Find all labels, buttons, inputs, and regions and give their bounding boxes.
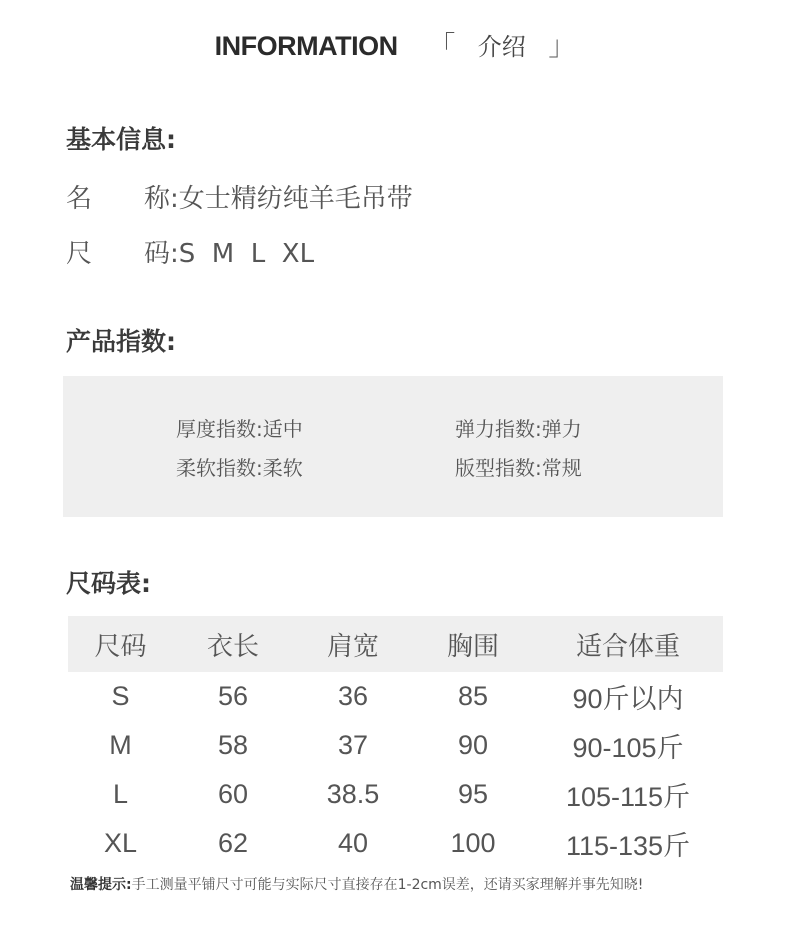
size-chart-title: 尺码表: — [66, 569, 151, 598]
index-fit-value: 常规 — [541, 456, 582, 480]
bracket-close: 」 — [548, 31, 576, 62]
table-cell: 85 — [457, 681, 489, 711]
table-cell: 58 — [217, 730, 249, 760]
product-index-title: 产品指数: — [66, 327, 176, 356]
note-label: 温馨提示: — [70, 877, 132, 893]
info-value-size: S M L XL — [178, 239, 315, 269]
info-row-name — [66, 178, 413, 215]
table-cell: 40 — [337, 828, 369, 858]
table-cell: 62 — [217, 828, 249, 858]
basic-info-title: 基本信息: — [66, 125, 176, 154]
table-cell: 60 — [217, 779, 249, 809]
table-cell: 100 — [450, 828, 496, 858]
info-row-size — [66, 233, 314, 270]
header-title-cn: 介绍 — [477, 33, 526, 61]
table-cell: 90斤以内 — [572, 684, 684, 714]
bracket-open: 「 — [428, 31, 456, 62]
size-table — [68, 616, 723, 868]
table-cell: 56 — [217, 681, 249, 711]
table-cell: XL — [103, 828, 138, 858]
table-cell: 38.5 — [326, 779, 380, 809]
index-thickness-value: 适中 — [262, 417, 303, 441]
weight-col-header: 适合体重 — [533, 616, 723, 672]
info-value-name: 女士精纺纯羊毛吊带 — [178, 184, 413, 214]
index-thickness — [176, 413, 303, 442]
info-label-name: 名 称: — [66, 184, 179, 214]
header-title-en: INFORMATION — [214, 31, 398, 61]
chest-col-header: 胸围 — [413, 616, 533, 672]
size-table-header-row — [68, 616, 723, 672]
shoulder-col-header: 肩宽 — [293, 616, 413, 672]
index-fit-label: 版型指数: — [455, 456, 542, 480]
table-row — [68, 721, 723, 770]
index-elasticity-label: 弹力指数: — [455, 417, 542, 441]
table-cell: 90 — [457, 730, 489, 760]
table-cell: 115-135斤 — [565, 831, 691, 861]
index-elasticity-value: 弹力 — [541, 417, 582, 441]
index-fit — [455, 452, 582, 481]
index-thickness-label: 厚度指数: — [176, 417, 263, 441]
table-cell: M — [109, 730, 132, 760]
product-index-box — [63, 376, 723, 517]
index-softness-label: 柔软指数: — [176, 456, 263, 480]
table-cell: 95 — [457, 779, 489, 809]
index-softness-value: 柔软 — [262, 456, 303, 480]
table-row — [68, 819, 723, 868]
index-softness — [176, 452, 303, 481]
table-cell: 90-105斤 — [572, 733, 684, 763]
note-text: 手工测量平铺尺寸可能与实际尺寸直接存在1-2cm误差，还请买家理解并事先知晓! — [131, 877, 644, 893]
table-cell: 105-115斤 — [565, 782, 691, 812]
table-row — [68, 770, 723, 819]
table-cell: 37 — [337, 730, 369, 760]
size-col-header: 尺码 — [68, 616, 173, 672]
page-header — [0, 26, 790, 67]
table-cell: S — [111, 681, 130, 711]
length-col-header: 衣长 — [173, 616, 293, 672]
index-elasticity — [455, 413, 582, 442]
table-row — [68, 672, 723, 721]
table-cell: L — [112, 779, 129, 809]
table-cell: 36 — [337, 681, 369, 711]
info-label-size: 尺 码: — [66, 239, 179, 269]
measurement-note — [70, 874, 643, 894]
